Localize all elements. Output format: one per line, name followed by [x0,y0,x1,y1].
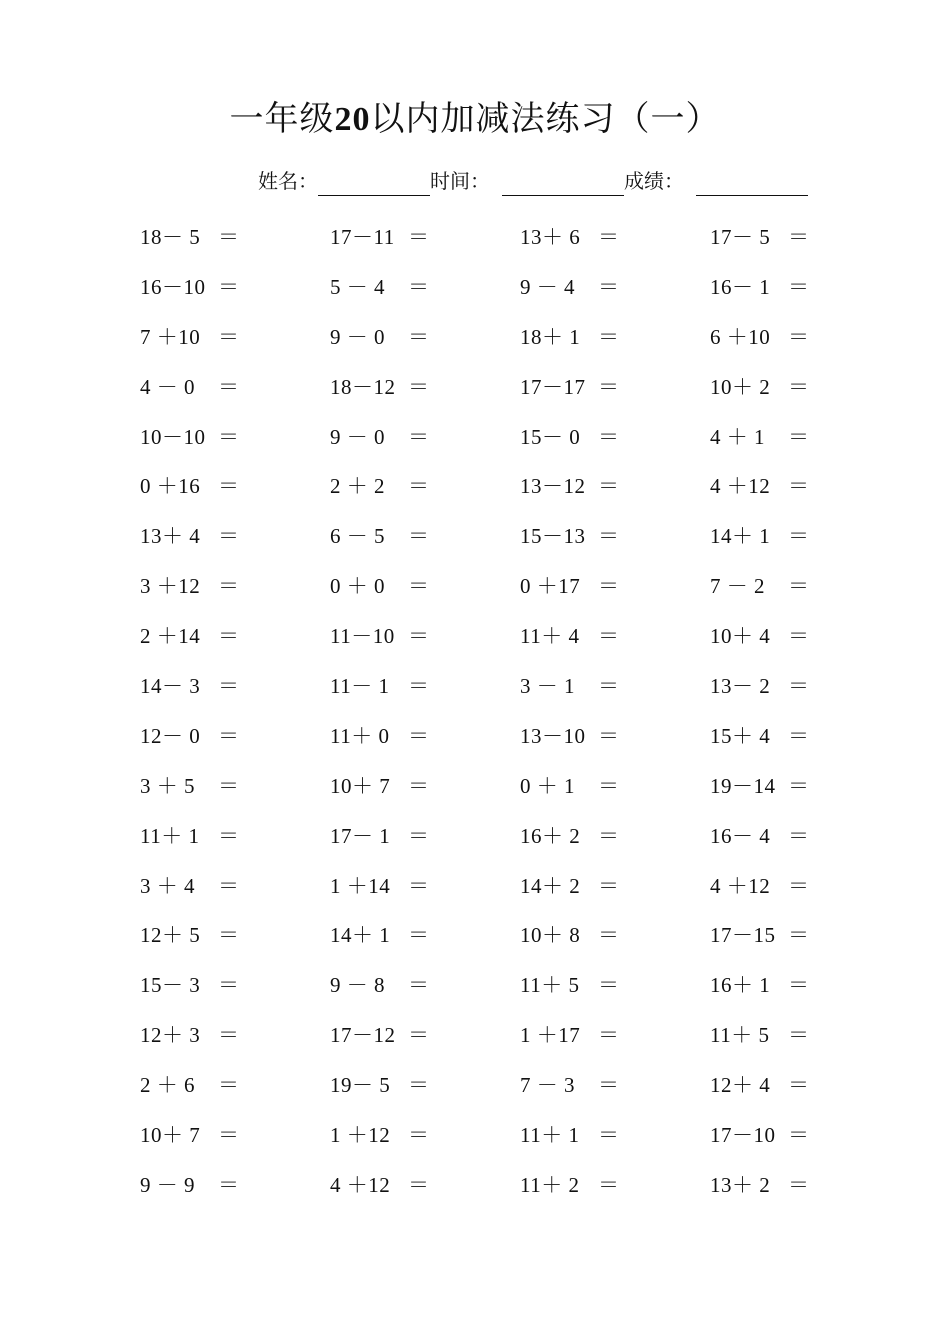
problem-expression: 18＋ 1 [520,324,581,349]
problem-item [520,910,710,960]
problem-expression: 6 ＋10 [710,324,771,349]
problem-expression: 9 － 0 [330,424,385,449]
problem-expression: 17－11 [330,224,395,249]
problem-item [520,212,710,262]
problem-grid [140,212,840,1210]
problem-item [330,412,520,462]
equals-sign: ＝ [408,873,429,898]
problem-item [330,362,520,412]
equals-sign: ＝ [408,324,429,349]
problem-item [710,362,840,412]
problem-expression: 18－ 5 [140,224,201,249]
problem-expression: 10＋ 8 [520,923,581,948]
problem-item [710,861,840,911]
equals-sign: ＝ [788,1172,809,1197]
equals-sign: ＝ [598,324,619,349]
equals-sign: ＝ [408,574,429,599]
equals-sign: ＝ [218,823,239,848]
problem-item [330,1110,520,1160]
problem-expression: 7 － 3 [520,1073,575,1098]
problem-item [140,1010,330,1060]
problem-item [710,262,840,312]
equals-sign: ＝ [598,1023,619,1048]
problem-expression: 13＋ 6 [520,224,581,249]
equals-sign: ＝ [408,973,429,998]
equals-sign: ＝ [598,923,619,948]
problem-item [330,312,520,362]
problem-expression: 16＋ 1 [710,973,771,998]
equals-sign: ＝ [218,973,239,998]
problem-item [520,611,710,661]
problem-expression: 17－10 [710,1122,776,1147]
problem-expression: 7 － 2 [710,574,765,599]
problem-item [140,861,330,911]
problem-expression: 12＋ 4 [710,1073,771,1098]
problem-item [330,611,520,661]
equals-sign: ＝ [408,723,429,748]
problem-item [140,1110,330,1160]
equals-sign: ＝ [218,474,239,499]
problem-item [140,761,330,811]
score-label: 成绩： [624,171,684,193]
problem-item [330,761,520,811]
problem-expression: 16－ 1 [710,274,771,299]
problem-item [710,1110,840,1160]
equals-sign: ＝ [788,424,809,449]
equals-sign: ＝ [408,624,429,649]
problem-item [520,312,710,362]
problem-item [140,960,330,1010]
problem-expression: 13＋ 4 [140,524,201,549]
equals-sign: ＝ [598,673,619,698]
problem-expression: 12＋ 5 [140,923,201,948]
equals-sign: ＝ [788,274,809,299]
problem-expression: 14＋ 2 [520,873,581,898]
equals-sign: ＝ [408,374,429,399]
problem-expression: 10＋ 4 [710,624,771,649]
problem-item [520,1060,710,1110]
equals-sign: ＝ [788,474,809,499]
equals-sign: ＝ [408,773,429,798]
problem-item [330,262,520,312]
problem-expression: 0 ＋17 [520,574,581,599]
problem-expression: 11＋ 2 [520,1172,580,1197]
equals-sign: ＝ [788,324,809,349]
problem-item [710,661,840,711]
problem-expression: 2 ＋14 [140,624,201,649]
problem-expression: 0 ＋ 0 [330,574,385,599]
equals-sign: ＝ [218,424,239,449]
problem-item [140,661,330,711]
problem-item [140,461,330,511]
problem-item [710,1160,840,1210]
equals-sign: ＝ [598,374,619,399]
problem-item [140,711,330,761]
problem-item [520,461,710,511]
problem-expression: 10＋ 7 [330,773,391,798]
problem-expression: 9 － 9 [140,1172,195,1197]
problem-item [520,761,710,811]
title-prefix: 一年级 [229,101,335,138]
problem-expression: 11－10 [330,624,395,649]
equals-sign: ＝ [218,1023,239,1048]
equals-sign: ＝ [598,773,619,798]
problem-item [330,511,520,561]
problem-item [520,511,710,561]
problem-item [520,960,710,1010]
equals-sign: ＝ [218,574,239,599]
equals-sign: ＝ [598,274,619,299]
problem-expression: 7 ＋10 [140,324,201,349]
equals-sign: ＝ [788,673,809,698]
problem-expression: 17－15 [710,923,776,948]
problem-item [520,711,710,761]
equals-sign: ＝ [218,773,239,798]
problem-item [330,811,520,861]
problem-expression: 1 ＋12 [330,1122,391,1147]
equals-sign: ＝ [598,574,619,599]
problem-expression: 15＋ 4 [710,723,771,748]
equals-sign: ＝ [598,1073,619,1098]
equals-sign: ＝ [218,673,239,698]
problem-expression: 16－ 4 [710,823,771,848]
problem-expression: 16＋ 2 [520,823,581,848]
problem-expression: 9 － 4 [520,274,575,299]
problem-item [140,811,330,861]
problem-item [710,811,840,861]
problem-item [520,661,710,711]
problem-expression: 1 ＋17 [520,1023,581,1048]
problem-expression: 13＋ 2 [710,1172,771,1197]
equals-sign: ＝ [598,1122,619,1147]
equals-sign: ＝ [788,823,809,848]
problem-item [710,212,840,262]
problem-expression: 4 － 0 [140,374,195,399]
name-label: 姓名： [258,171,318,193]
problem-expression: 3 ＋ 5 [140,773,195,798]
problem-expression: 3 ＋ 4 [140,873,195,898]
equals-sign: ＝ [788,923,809,948]
equals-sign: ＝ [218,723,239,748]
problem-expression: 11＋ 0 [330,723,390,748]
problem-item [710,1010,840,1060]
problem-item [710,312,840,362]
problem-expression: 16－10 [140,274,206,299]
problem-item [710,1060,840,1110]
problem-item [330,910,520,960]
equals-sign: ＝ [218,224,239,249]
equals-sign: ＝ [218,524,239,549]
problem-expression: 17－12 [330,1023,396,1048]
equals-sign: ＝ [788,1073,809,1098]
problem-expression: 14＋ 1 [330,923,391,948]
problem-item [710,511,840,561]
problem-expression: 17－17 [520,374,586,399]
problem-expression: 10＋ 2 [710,374,771,399]
problem-item [330,1060,520,1110]
equals-sign: ＝ [598,873,619,898]
problem-item [140,362,330,412]
equals-sign: ＝ [408,524,429,549]
problem-expression: 14＋ 1 [710,524,771,549]
time-label: 时间： [430,171,490,193]
problem-expression: 3 － 1 [520,673,575,698]
time-blank-line[interactable] [502,165,624,196]
problem-expression: 0 ＋16 [140,474,201,499]
equals-sign: ＝ [218,374,239,399]
problem-expression: 13－12 [520,474,586,499]
problem-item [330,212,520,262]
problem-expression: 1 ＋14 [330,873,391,898]
equals-sign: ＝ [598,474,619,499]
problem-item [520,362,710,412]
problem-item [140,611,330,661]
problem-expression: 9 － 0 [330,324,385,349]
equals-sign: ＝ [598,624,619,649]
equals-sign: ＝ [218,324,239,349]
problem-expression: 17－ 1 [330,823,391,848]
equals-sign: ＝ [598,1172,619,1197]
problem-expression: 19－14 [710,773,776,798]
problem-item [140,561,330,611]
equals-sign: ＝ [408,224,429,249]
problem-expression: 11＋ 1 [520,1122,580,1147]
equals-sign: ＝ [408,274,429,299]
problem-expression: 12－ 0 [140,723,201,748]
equals-sign: ＝ [218,1073,239,1098]
problem-expression: 14－ 3 [140,673,201,698]
problem-expression: 11＋ 4 [520,624,580,649]
problem-item [140,1160,330,1210]
equals-sign: ＝ [788,873,809,898]
equals-sign: ＝ [598,524,619,549]
problem-expression: 11＋ 5 [520,973,580,998]
equals-sign: ＝ [788,1122,809,1147]
equals-sign: ＝ [598,973,619,998]
equals-sign: ＝ [218,624,239,649]
problem-item [520,262,710,312]
problem-expression: 12＋ 3 [140,1023,201,1048]
problem-item [710,711,840,761]
problem-item [520,412,710,462]
equals-sign: ＝ [408,474,429,499]
problem-expression: 4 ＋ 1 [710,424,765,449]
problem-expression: 5 － 4 [330,274,385,299]
problem-expression: 11＋ 1 [140,823,200,848]
problem-expression: 2 ＋ 6 [140,1073,195,1098]
problem-item [140,412,330,462]
problem-expression: 6 － 5 [330,524,385,549]
problem-item [330,711,520,761]
equals-sign: ＝ [788,723,809,748]
problem-item [140,910,330,960]
problem-item [330,861,520,911]
problem-item [330,1010,520,1060]
page-title [0,98,950,142]
equals-sign: ＝ [598,424,619,449]
problem-expression: 18－12 [330,374,396,399]
problem-item [330,1160,520,1210]
problem-item [710,960,840,1010]
problem-item [520,561,710,611]
equals-sign: ＝ [218,923,239,948]
problem-item [520,1160,710,1210]
problem-expression: 9 － 8 [330,973,385,998]
problem-expression: 4 ＋12 [710,474,771,499]
problem-item [710,461,840,511]
problem-item [330,461,520,511]
problem-item [330,960,520,1010]
problem-expression: 11－ 1 [330,673,390,698]
equals-sign: ＝ [788,574,809,599]
equals-sign: ＝ [598,823,619,848]
problem-item [140,312,330,362]
equals-sign: ＝ [788,374,809,399]
equals-sign: ＝ [218,1172,239,1197]
problem-item [330,661,520,711]
equals-sign: ＝ [788,224,809,249]
problem-expression: 15－ 0 [520,424,581,449]
problem-item [140,1060,330,1110]
equals-sign: ＝ [788,1023,809,1048]
equals-sign: ＝ [408,424,429,449]
problem-item [520,1010,710,1060]
score-blank-line[interactable] [696,165,808,196]
equals-sign: ＝ [598,723,619,748]
equals-sign: ＝ [788,773,809,798]
equals-sign: ＝ [218,873,239,898]
problem-item [520,811,710,861]
equals-sign: ＝ [408,823,429,848]
equals-sign: ＝ [218,274,239,299]
problem-expression: 3 ＋12 [140,574,201,599]
equals-sign: ＝ [408,673,429,698]
problem-item [520,861,710,911]
equals-sign: ＝ [408,1172,429,1197]
problem-expression: 2 ＋ 2 [330,474,385,499]
title-number: 20 [334,101,371,138]
problem-expression: 11＋ 5 [710,1023,770,1048]
problem-item [140,511,330,561]
problem-item [710,412,840,462]
problem-expression: 17－ 5 [710,224,771,249]
problem-expression: 13－10 [520,723,586,748]
problem-expression: 13－ 2 [710,673,771,698]
problem-item [140,262,330,312]
problem-expression: 15－ 3 [140,973,201,998]
equals-sign: ＝ [408,1073,429,1098]
equals-sign: ＝ [408,1023,429,1048]
equals-sign: ＝ [788,624,809,649]
problem-item [710,761,840,811]
problem-expression: 15－13 [520,524,586,549]
problem-item [710,611,840,661]
problem-item [710,910,840,960]
problem-expression: 4 ＋12 [330,1172,391,1197]
student-info-row [258,164,808,196]
title-suffix: 以内加减法练习（一） [370,101,721,138]
equals-sign: ＝ [788,973,809,998]
equals-sign: ＝ [408,1122,429,1147]
equals-sign: ＝ [788,524,809,549]
problem-expression: 0 ＋ 1 [520,773,575,798]
problem-expression: 4 ＋12 [710,873,771,898]
equals-sign: ＝ [408,923,429,948]
problem-item [520,1110,710,1160]
problem-expression: 10＋ 7 [140,1122,201,1147]
problem-expression: 19－ 5 [330,1073,391,1098]
problem-item [710,561,840,611]
name-blank-line[interactable] [318,165,430,196]
equals-sign: ＝ [598,224,619,249]
equals-sign: ＝ [218,1122,239,1147]
problem-expression: 10－10 [140,424,206,449]
problem-item [140,212,330,262]
problem-item [330,561,520,611]
